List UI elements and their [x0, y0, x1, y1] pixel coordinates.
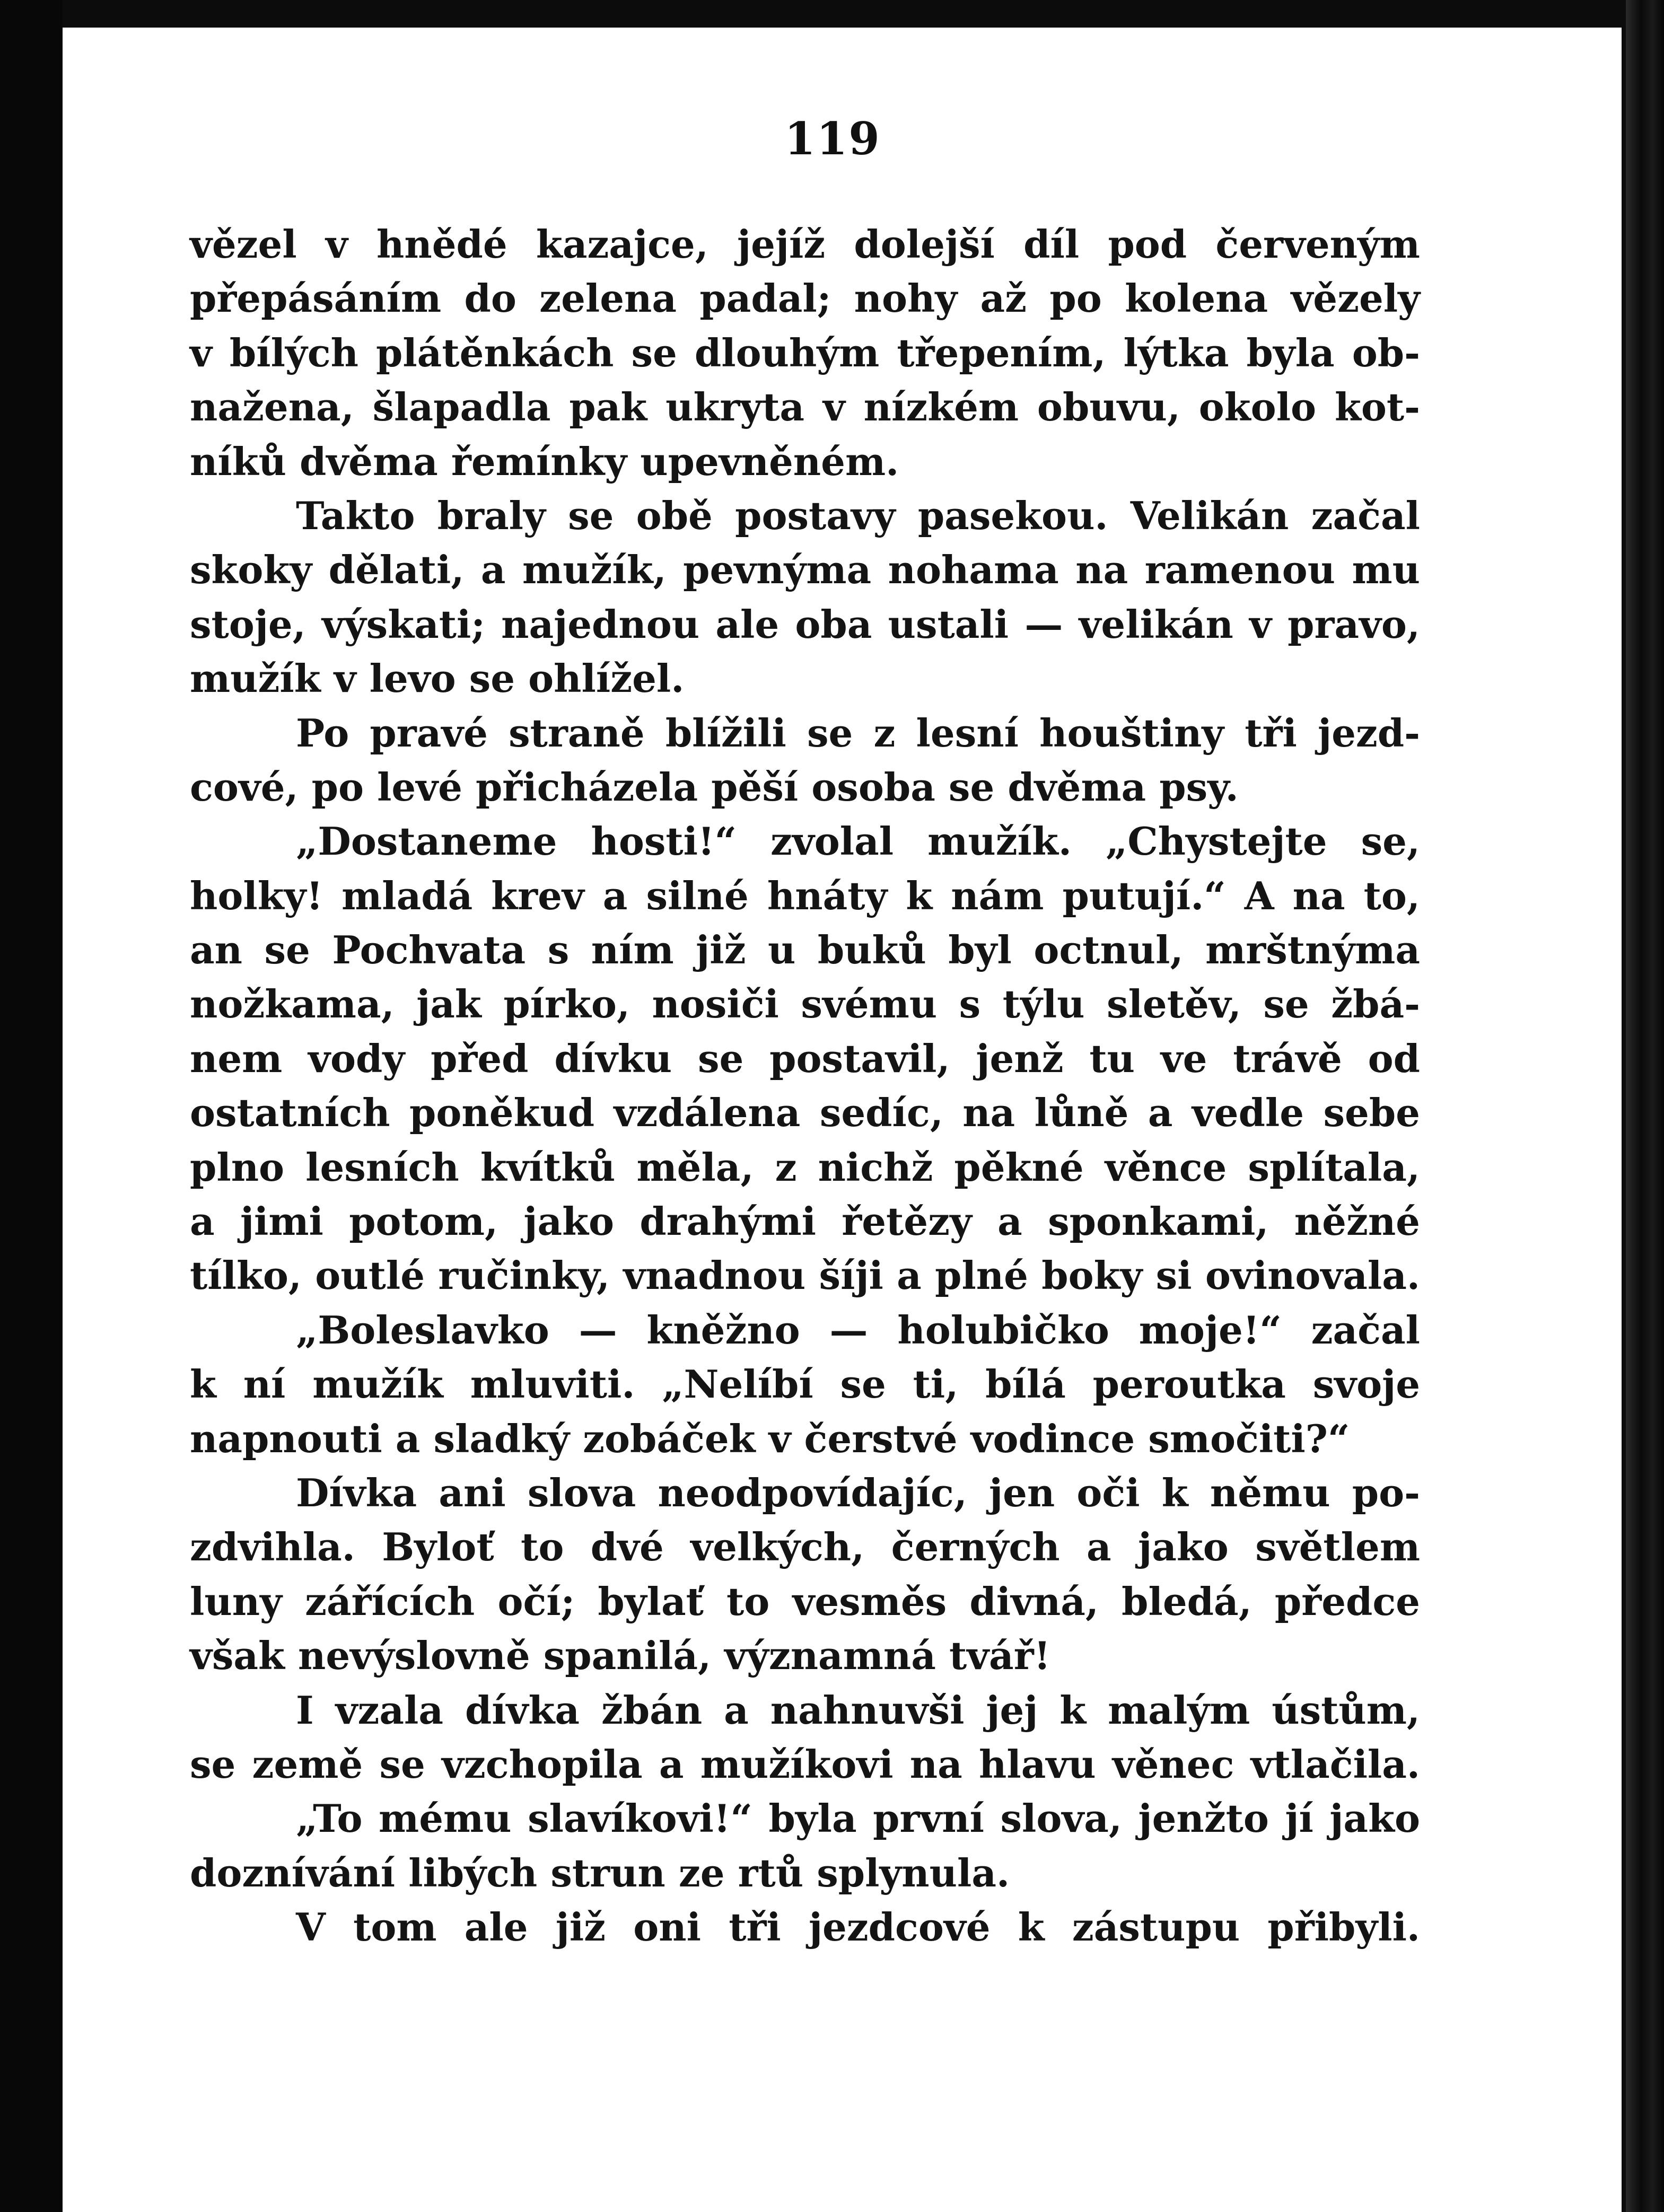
- text-line: plno lesních kvítků měla, z nichž pěkné věnce splítala,: [190, 1144, 1420, 1190]
- text-line: cové, po levé přicházela pěší osoba se dvěma psy.: [190, 764, 1239, 810]
- text-line: v bílých plátěnkách se dlouhým třepením, lýtka byla ob-: [190, 330, 1420, 375]
- text-line: I vzala dívka žbán a nahnuvši jej k malým ústům,: [296, 1687, 1420, 1733]
- text-line: přepásáním do zelena padal; nohy až po kolena vězely: [190, 276, 1420, 321]
- text-line: a jimi potom, jako drahými řetězy a sponkami, něžné: [190, 1199, 1420, 1244]
- left-scan-border: [0, 0, 63, 2212]
- book-gutter-edge: [1626, 0, 1664, 2212]
- page-number: 119: [784, 112, 881, 165]
- text-line: nažena, šlapadla pak ukryta v nízkém obuvu, okolo kot-: [190, 384, 1420, 430]
- text-line: napnouti a sladký zobáček v čerstvé vodince smočiti?“: [190, 1416, 1350, 1461]
- text-line: níků dvěma řemínky upevněném.: [190, 438, 899, 484]
- text-line: k ní mužík mluviti. „Nelíbí se ti, bílá peroutka svoje: [190, 1362, 1420, 1407]
- text-line: „Boleslavko — kněžno — holubičko moje!“ začal: [296, 1307, 1420, 1353]
- text-line: nem vody před dívku se postavil, jenž tu ve trávě od: [190, 1035, 1420, 1081]
- text-line: an se Pochvata s ním již u buků byl octnul, mrštnýma: [190, 927, 1420, 973]
- text-line: se země se vzchopila a mužíkovi na hlavu věnec vtlačila.: [190, 1741, 1420, 1787]
- text-line: luny zářících očí; bylať to vesměs divná, bledá, předce: [190, 1578, 1420, 1624]
- text-line: Takto braly se obě postavy pasekou. Velikán začal: [296, 493, 1420, 538]
- text-line: zdvihla. Byloť to dvé velkých, černých a jako světlem: [190, 1524, 1420, 1570]
- text-line: tílko, outlé ručinky, vnadnou šíji a plné boky si ovinovala.: [190, 1253, 1420, 1298]
- text-line: stoje, výskati; najednou ale oba ustali — velikán v pravo,: [190, 601, 1420, 647]
- text-line: holky! mladá krev a silné hnáty k nám putují.“ A na to,: [190, 873, 1420, 918]
- text-line: Dívka ani slova neodpovídajíc, jen oči k němu po-: [296, 1470, 1420, 1515]
- text-line: nožkama, jak pírko, nosiči svému s týlu sletěv, se žbá-: [190, 981, 1420, 1027]
- text-line: V tom ale již oni tři jezdcové k zástupu přibyli.: [296, 1904, 1420, 1950]
- body-text: [190, 217, 1420, 1955]
- text-line: však nevýslovně spanilá, významná tvář!: [190, 1633, 1051, 1679]
- text-line: „Dostaneme hosti!“ zvolal mužík. „Chystejte se,: [296, 819, 1420, 864]
- text-line: „To mému slavíkovi!“ byla první slova, jenžto jí jako: [296, 1796, 1420, 1841]
- text-line: doznívání libých strun ze rtů splynula.: [190, 1850, 1010, 1895]
- text-line: mužík v levo se ohlížel.: [190, 656, 685, 701]
- text-line: vězel v hnědé kazajce, jejíž dolejší díl pod červeným: [190, 222, 1420, 267]
- text-line: skoky dělati, a mužík, pevnýma nohama na ramenou mu: [190, 547, 1420, 593]
- text-line: ostatních poněkud vzdálena sedíc, na lůně a vedle sebe: [190, 1090, 1420, 1136]
- text-line: Po pravé straně blížili se z lesní houštiny tři jezd-: [296, 710, 1420, 756]
